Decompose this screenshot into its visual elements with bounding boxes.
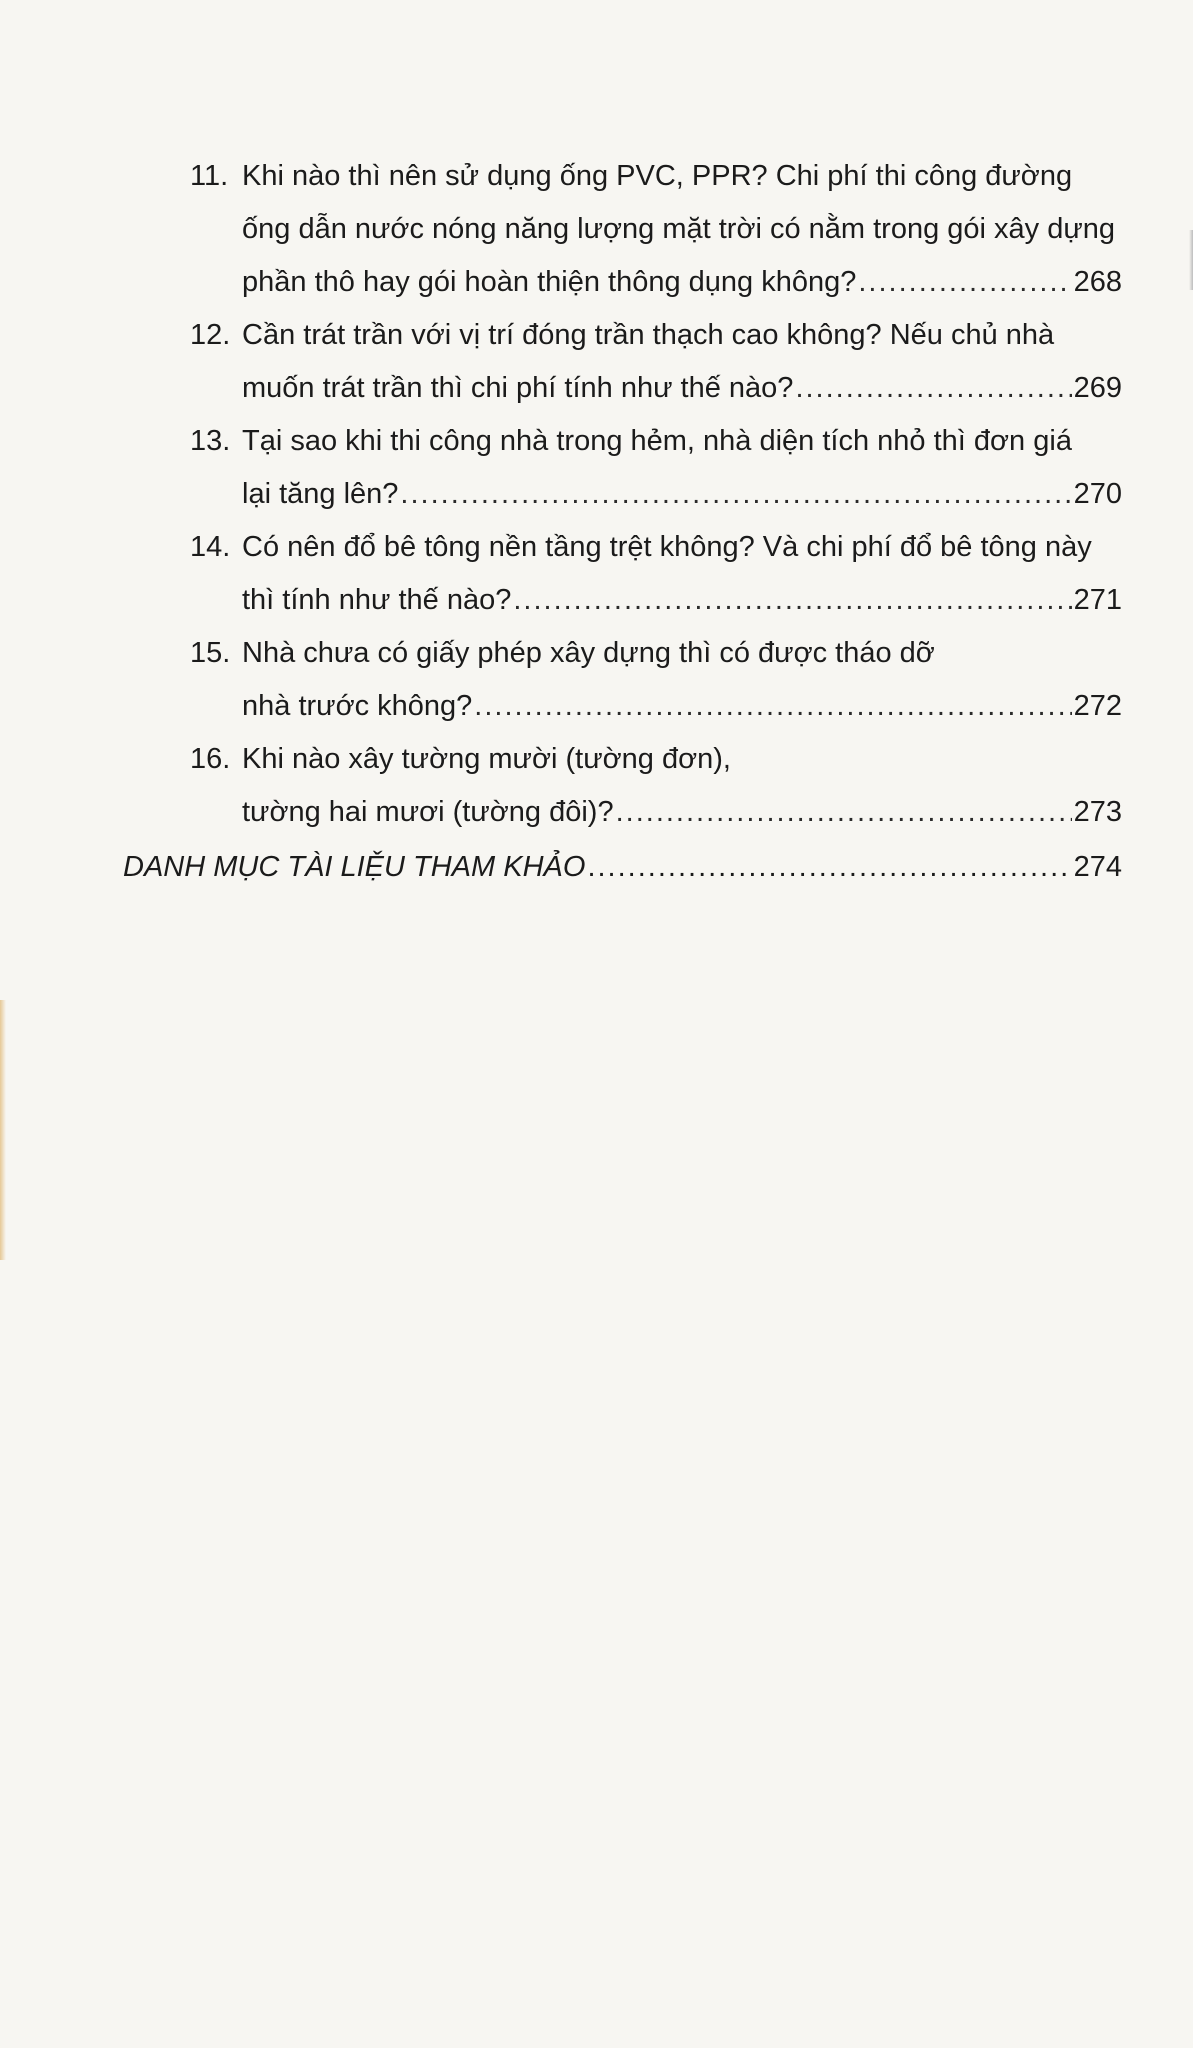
toc-entry-leader-line [242, 362, 1122, 415]
toc-entry-leader-line [242, 256, 1122, 309]
dot-leader [795, 362, 1071, 415]
toc-entry-text: ống dẫn nước nóng năng lượng mặt trời có nằm trong gói xây dựng [242, 213, 1116, 245]
toc-page-number: 274 [1073, 851, 1122, 883]
toc-entry-leader-line [242, 680, 1122, 733]
dot-leader [858, 256, 1071, 309]
toc-page-number: 271 [1073, 584, 1122, 616]
toc-entry-number: 16. [190, 743, 231, 775]
toc-entry-13 [190, 415, 1122, 521]
toc-entry-number: 13. [190, 425, 231, 457]
toc-entry-first-line [190, 733, 1122, 786]
toc-entry-text: Cần trát trần với vị trí đóng trần thạch cao không? Nếu chủ nhà [242, 319, 1055, 351]
toc-page-number: 273 [1073, 796, 1122, 828]
table-of-contents [0, 150, 1193, 894]
toc-entry-number: 14. [190, 531, 231, 563]
toc-entry-text: nhà trước không? [242, 690, 473, 722]
toc-entry-leader-line [242, 574, 1122, 627]
toc-page-number: 270 [1073, 478, 1122, 510]
dot-leader [513, 574, 1071, 627]
toc-entry-text: Khi nào xây tường mười (tường đơn), [242, 743, 731, 775]
toc-entry-14 [190, 521, 1122, 627]
dot-leader [400, 468, 1071, 521]
toc-entry-text: Có nên đổ bê tông nền tầng trệt không? Và chi phí đổ bê tông này [242, 531, 1092, 563]
dot-leader [616, 786, 1072, 839]
toc-page-number: 269 [1073, 372, 1122, 404]
toc-entry-number: 12. [190, 319, 231, 351]
toc-entry-15 [190, 627, 1122, 733]
toc-entry-first-line [190, 627, 1122, 680]
toc-entry-text: phần thô hay gói hoàn thiện thông dụng không? [242, 266, 857, 298]
toc-entry-line [190, 203, 1122, 256]
toc-entry-text: tường hai mươi (tường đôi)? [242, 796, 614, 828]
toc-page-number: 268 [1073, 266, 1122, 298]
toc-entry-first-line [190, 521, 1122, 574]
toc-entry-number: 11. [190, 160, 229, 192]
toc-entry-first-line [190, 150, 1122, 203]
toc-entry-first-line [190, 415, 1122, 468]
toc-page-number: 272 [1073, 690, 1122, 722]
toc-references-entry [123, 841, 1122, 894]
dot-leader [474, 680, 1071, 733]
toc-entry-leader-line [242, 786, 1122, 839]
toc-entry-text: Nhà chưa có giấy phép xây dựng thì có được tháo dỡ [242, 637, 935, 669]
toc-entry-number: 15. [190, 637, 231, 669]
dot-leader [587, 841, 1071, 894]
toc-entry-text: Khi nào thì nên sử dụng ống PVC, PPR? Chi phí thi công đường [242, 160, 1073, 192]
references-title: DANH MỤC TÀI LIỆU THAM KHẢO [123, 851, 586, 883]
toc-entry-text: muốn trát trần thì chi phí tính như thế nào? [242, 372, 794, 404]
toc-entry-text: thì tính như thế nào? [242, 584, 512, 616]
toc-entry-text: lại tăng lên? [242, 478, 399, 510]
toc-entry-first-line [190, 309, 1122, 362]
scan-edge-left [0, 1000, 6, 1260]
toc-entry-text: Tại sao khi thi công nhà trong hẻm, nhà diện tích nhỏ thì đơn giá [242, 425, 1072, 457]
toc-entry-16 [190, 733, 1122, 839]
toc-entry-leader-line [242, 468, 1122, 521]
toc-entry-12 [190, 309, 1122, 415]
toc-entry-11 [190, 150, 1122, 309]
